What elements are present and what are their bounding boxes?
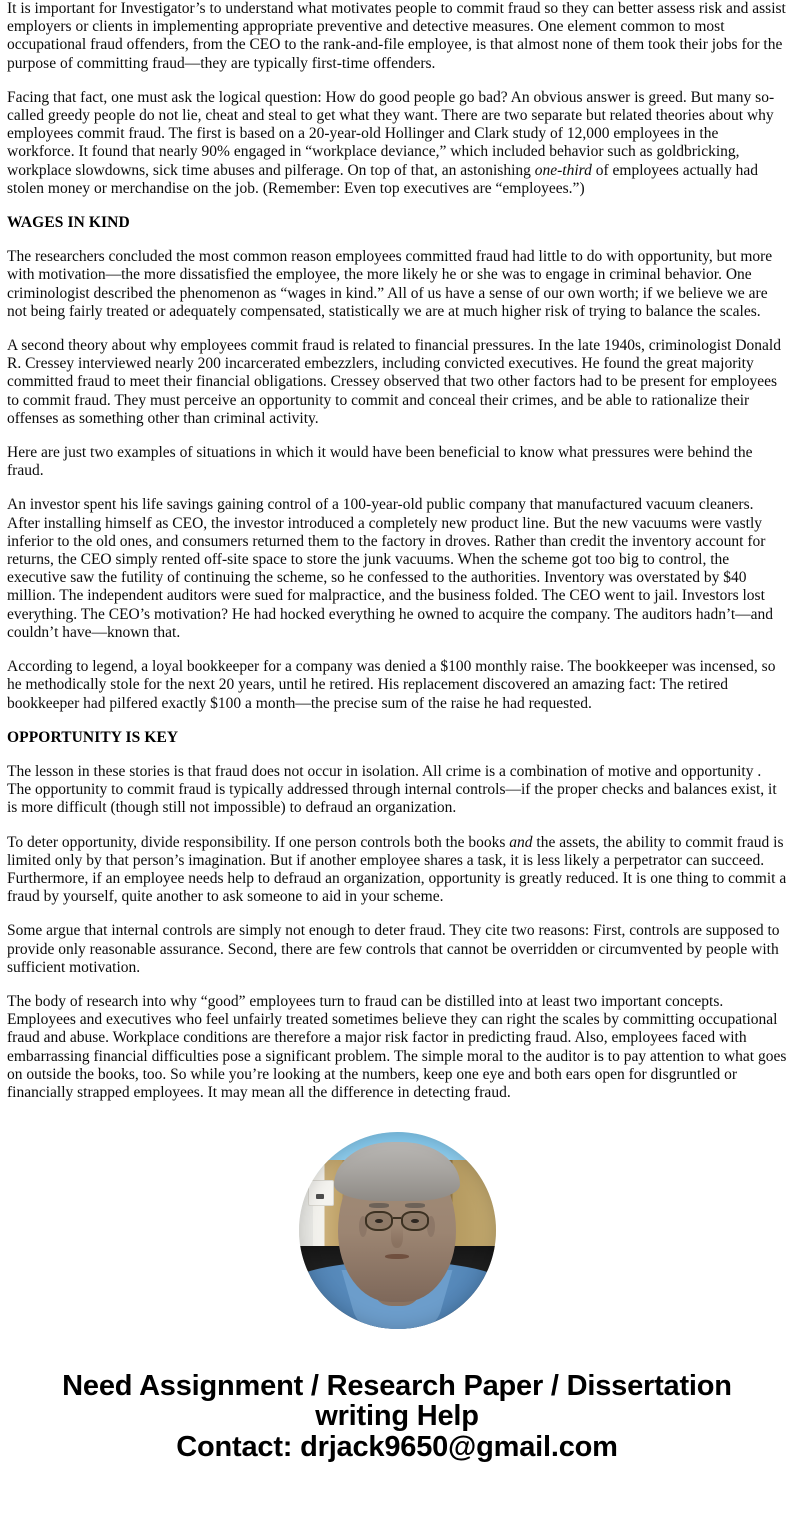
footer-headline-line-1: Need Assignment / Research Paper / Dissertation	[62, 1370, 732, 1403]
article-body	[7, 0, 787, 1102]
paragraph-lesson	[7, 763, 787, 818]
emphasis-and: and	[509, 833, 533, 851]
paragraph-text: The lesson in these stories is that fraud does not occur in isolation. All crime is a combination of motive and opportunity . The opportunity to commit fraud is typically addressed through internal controls—if the proper checks and balances exist, it is more difficult (though still not impossible) to defraud an organization.	[7, 762, 777, 817]
paragraph-researchers	[7, 248, 787, 321]
paragraph-text-tail: the assets, the ability to commit fraud is limited only by that person’s imagination. But if another employee shares a task, it is less likely a perpetrator can succeed. Furthermore, if an employee needs help to defraud an organization, opportunity is greatly reduced. It is one thing to commit a fraud by yourself, quite another to ask someone to aid in your scheme.	[7, 833, 787, 906]
paragraph-conclusion	[7, 993, 787, 1102]
paragraph-intro	[7, 0, 787, 73]
paragraph-two-examples	[7, 444, 787, 480]
paragraph-text: The body of research into why “good” employees turn to fraud can be distilled into at least two important concepts. Employees and executives who feel unfairly treated sometimes believe they can right the scales by committing occupational fraud and abuse. Workplace conditions are therefore a major risk factor in predicting fraud. Also, employees faced with embarrassing financial difficulties pose a significant problem. The simple moral to the auditor is to pay attention to what goes on outside the books, too. So while you’re looking at the numbers, keep one eye and both ears open for disgruntled or financially strapped employees. It may mean all the difference in detecting fraud.	[7, 992, 787, 1101]
section-heading-wages-in-kind: WAGES IN KIND	[7, 214, 130, 232]
footer-headline-line-2: writing Help	[315, 1400, 479, 1433]
paragraph-text: A second theory about why employees commit fraud is related to financial pressures. In the late 1940s, criminologist Donald R. Cressey interviewed nearly 200 incarcerated embezzlers, including convicted executives. He found the great majority committed fraud to meet their financial obligations. Cressey observed that two other factors had to be present for employees to commit fraud. They must perceive an opportunity to commit and conceal their crimes, and be able to rationalize their offenses as something other than criminal activity.	[7, 337, 781, 427]
paragraph-text: It is important for Investigator’s to understand what motivates people to commit fraud so they can better assess risk and assist employers or clients in implementing appropriate preventive and detective measures. One element common to most occupational fraud offenders, from the CEO to the rank-and-file employee, is that almost none of them took their jobs for the purpose of committing fraud—they are typically first-time offenders.	[7, 0, 786, 72]
paragraph-text: To deter opportunity, divide responsibility. If one person controls both the books	[7, 833, 510, 851]
paragraph-vacuum-ceo-story	[7, 496, 787, 642]
paragraph-bookkeeper-story	[7, 658, 787, 713]
paragraph-text: Some argue that internal controls are simply not enough to deter fraud. They cite two reasons: First, controls are supposed to provide only reasonable assurance. Second, there are few controls that cannot be overridden or circumvented by people with sufficient motivation.	[7, 922, 780, 976]
section-heading-opportunity-is-key: OPPORTUNITY IS KEY	[7, 728, 179, 746]
avatar	[299, 1132, 496, 1329]
paragraph-text: The researchers concluded the most common reason employees committed fraud had little to do with opportunity, but more with motivation—the more dissatisfied the employee, the more likely he or she was to engage in criminal behavior. One criminologist described the phenomenon as “wages in kind.” All of us have a sense of our own worth; if we believe we are not being fairly treated or adequately compensated, statistically we are at much higher risk of trying to balance the scales.	[7, 248, 773, 320]
footer	[7, 1371, 787, 1485]
paragraph-text-tail: of employees actually had stolen money or merchandise on the job. (Remember: Even top executives are “employees.”)	[7, 161, 759, 197]
paragraph-internal-controls	[7, 922, 787, 977]
paragraph-text: According to legend, a loyal bookkeeper for a company was denied a $100 monthly raise. The bookkeeper was incensed, so he methodically stole for the next 20 years, until he retired. His replacement discovered an amazing fact: The retired bookkeeper had pilfered exactly $100 a month—the precise sum of the raise he had requested.	[7, 658, 776, 712]
footer-contact-email: Contact: drjack9650@gmail.com	[176, 1431, 618, 1464]
paragraph-text: Here are just two examples of situations in which it would have been beneficial to know what pressures were behind the fraud.	[7, 444, 753, 480]
avatar-container	[7, 1132, 787, 1329]
paragraph-greed-theories	[7, 89, 787, 198]
paragraph-text: Facing that fact, one must ask the logical question: How do good people go bad? An obvious answer is greed. But many so-called greedy people do not lie, cheat and steal to get what they want. There are two separate but related theories about why employees commit fraud. The first is based on a 20-year-old Hollinger and Clark study of 12,000 employees in the workforce. It found that nearly 90% engaged in “workplace deviance,” which included behavior such as goldbricking, workplace slowdowns, sick time abuses and pilferage. On top of that, an astonishing	[7, 88, 775, 179]
photo-vignette	[299, 1132, 496, 1329]
emphasis-one-third: one-third	[534, 161, 592, 179]
paragraph-text: An investor spent his life savings gaining control of a 100-year-old public company that manufactured vacuum cleaners. After installing himself as CEO, the investor introduced a completely new product line. But the new vacuums were vastly inferior to the old ones, and consumers returned them to the factory in droves. Rather than credit the inventory account for returns, the CEO simply rented off-site space to store the junk vacuums. When the scheme got too big to control, the executive saw the futility of continuing the scheme, so he confessed to the authorities. Inventory was overstated by $40 million. The independent auditors were sued for malpractice, and the business folded. The CEO went to jail. Investors lost everything. The CEO’s motivation? He had hocked everything he owned to acquire the company. The auditors hadn’t—and couldn’t have—known that.	[7, 496, 774, 641]
paragraph-divide-responsibility	[7, 834, 787, 907]
paragraph-cressey	[7, 337, 787, 428]
